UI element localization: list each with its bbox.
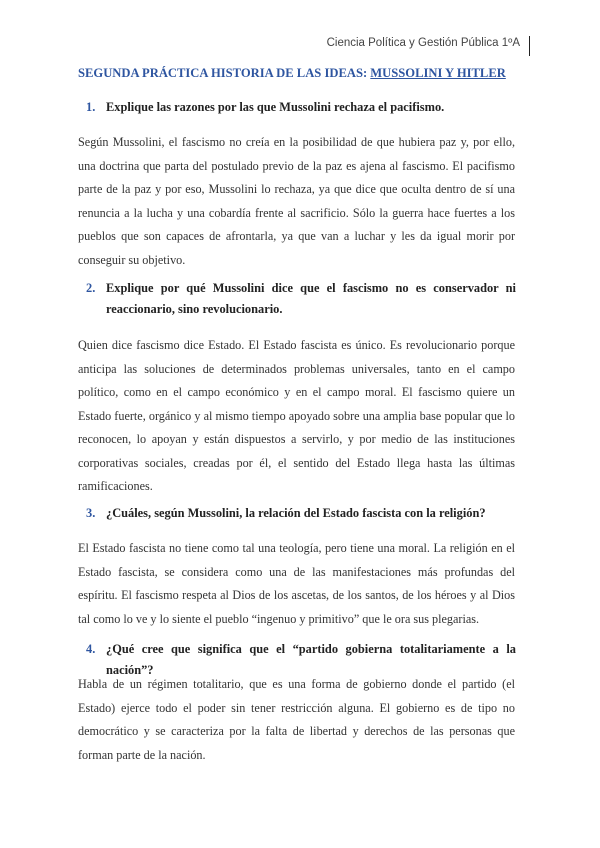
question-text: ¿Qué cree que significa que el “partido gobierna totalitariamente a la nación”? (106, 642, 516, 677)
question-number: 2. (86, 281, 96, 295)
title-prefix: SEGUNDA PRÁCTICA HISTORIA DE LAS IDEAS: (78, 66, 371, 80)
answer-2: Quien dice fascismo dice Estado. El Estado fascista es único. Es revolucionario porque anticipa las soluciones de determinados problemas universales, tanto en el campo político, como en el campo económico y en el campo moral. El fascismo quiere un Estado fuerte, orgánico y al mismo tiempo apoyado sobre una amplia base popular que lo reconocen, lo apoyan y están dispuestos a servirlo, y por medio de las instituciones corporativas sociales, creadas por él, el sentido del Estado llega hasta las últimas ramificaciones. (78, 338, 515, 493)
question-text: ¿Cuáles, según Mussolini, la relación del Estado fascista con la religión? (106, 506, 486, 520)
title-highlight: MUSSOLINI Y HITLER (370, 66, 506, 80)
answer-1: Según Mussolini, el fascismo no creía en la posibilidad de que hubiera paz y, por ello, una doctrina que parta del postulado previo de la paz es ajena al fascismo. El pacifismo parte de la paz y por eso, Mussolini lo rechaza, ya que dice que oculta dentro de sí una renuncia a la lucha y una cobardía frente al sacrificio. Sólo la guerra hace fuertes a los pueblos que son capaces de afrontarla, ya que van a luchar y les da igual morir por conseguir su objetivo. (78, 135, 515, 267)
question-text: Explique las razones por las que Mussolini rechaza el pacifismo. (106, 100, 445, 114)
answer-4: Habla de un régimen totalitario, que es una forma de gobierno donde el partido (el Estado) ejerce todo el poder sin tener restricción alguna. El gobierno es de tipo no democrático y se caracteriza por la falta de libertad y derechos de las personas que forman parte de la nación. (78, 677, 515, 762)
question-number: 4. (86, 642, 96, 656)
question-1 (86, 97, 516, 118)
header-divider (529, 36, 531, 56)
question-number: 3. (86, 506, 96, 520)
question-2 (86, 278, 516, 320)
question-number: 1. (86, 100, 96, 114)
document-title (78, 66, 528, 81)
question-3 (86, 503, 516, 524)
answer-3: El Estado fascista no tiene como tal una teología, pero tiene una moral. La religión en el Estado fascista, se considera como una de las manifestaciones más profundas del espíritu. El fascismo respeta al Dios de los ascetas, de los santos, de los héroes y al Dios tal como lo ve y lo siente el pueblo “ingenuo y primitivo” que le ora sus plegarias. (78, 541, 515, 626)
question-text: Explique por qué Mussolini dice que el fascismo no es conservador ni reaccionario, sino revolucionario. (106, 281, 516, 316)
page-header: Ciencia Política y Gestión Pública 1ºA (326, 37, 520, 49)
